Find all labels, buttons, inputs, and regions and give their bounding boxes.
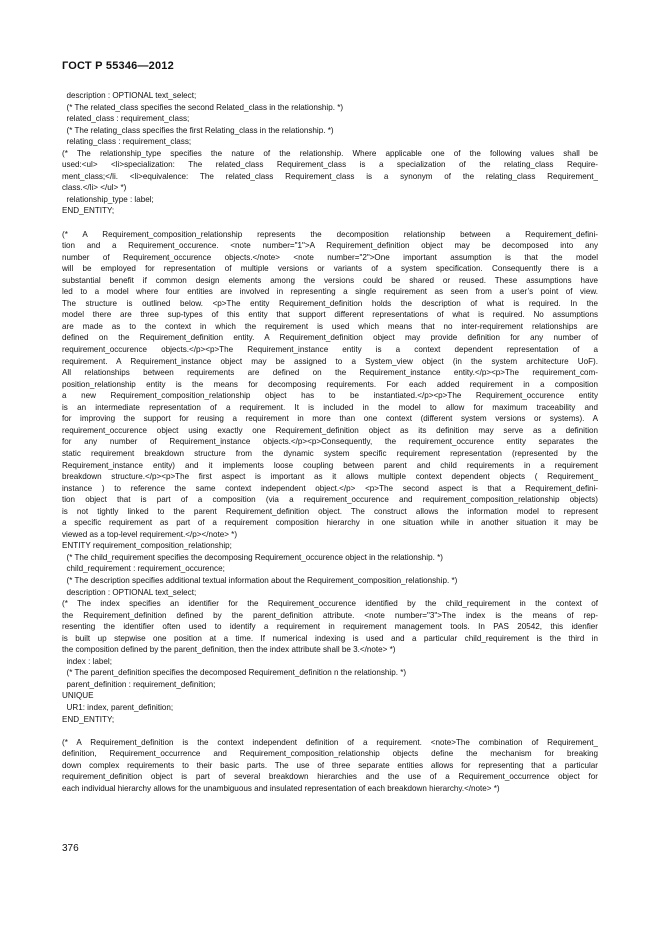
- text-line: related_class : requirement_class;: [62, 114, 190, 124]
- text-line: down complex requirements to their basic parts. The use of three separate entities allows for representing that a particular: [62, 760, 598, 770]
- text-line: resenting the identifier often used to identify a requirement in requirement management tools. In PAS 20542, this idenfier: [62, 622, 598, 632]
- text-line: END_ENTITY;: [62, 714, 115, 724]
- text-line: (* The child_requirement specifies the decomposing Requirement_occurence object in the relationship. *): [62, 552, 443, 562]
- text-line: used:<ul> <li>specialization: The related_class Requirement_class is a specialization of the relating_class Require-: [62, 160, 598, 170]
- document-body: [62, 90, 598, 794]
- text-line: static requirement breakdown structure from the dynamic system specific requirement representation (represented by the: [62, 448, 598, 458]
- text-line: the Requirement_definition defined by the parent_definition attribute. <note number="3">The index is the means of rep-: [62, 610, 598, 620]
- text-line: relating_class : requirement_class;: [62, 137, 192, 147]
- text-line: requirement_definition object is part of several breakdown hierarchies and the use of a Requirement_occurrence object for: [62, 772, 598, 782]
- text-line: viewed as a top-level requirement.</p></note> *): [62, 529, 238, 539]
- text-line: a new Requirement_composition_relationship object has to be instantiated.</p><p>The Requirement_occurence entity: [62, 391, 598, 401]
- text-line: are made as to the context in which the requirement is used which means that no inter-requirement relationships are: [62, 321, 598, 331]
- text-line: index : label;: [62, 656, 112, 666]
- text-line: description : OPTIONAL text_select;: [62, 91, 197, 100]
- text-line: (* The related_class specifies the second Related_class in the relationship. *): [62, 102, 344, 112]
- text-line: requirement_occurence objects.</p><p>The Requirement_instance entity is a context dependent representation of a: [62, 345, 598, 355]
- text-line: the composition defined by the parent_definition, then the index attribute shall be 3.</note> *): [62, 645, 396, 655]
- text-line: each individual hierarchy allows for the unambiguous and insulated representation of each breakdown hierarchy.</note> *): [62, 783, 500, 793]
- text-line: The structure is outlined below. <p>The entity Requirement_definition holds the description of what is required. In the: [62, 298, 598, 308]
- text-line: (* The relating_class specifies the first Relating_class in the relationship. *): [62, 125, 334, 135]
- text-line: defined on the Requirement_definition entity. A Requirement_definition object may provide definition for any number of: [62, 333, 598, 343]
- text-line: ENTITY requirement_composition_relationship;: [62, 541, 232, 551]
- text-line: led to a model where four entities are involved in representing a single requirement as seen from a user’s point of view.: [62, 287, 598, 297]
- text-block: [62, 90, 598, 217]
- text-block: [62, 737, 598, 795]
- text-line: ment_class;</li. <li>equivalence: The related_class Requirement_class is a synonym of the relating_class Requirement_: [62, 171, 598, 181]
- text-line: tion and a Requirement_occurence. <note number="1">A Requirement_definition object may be decomposed into any: [62, 241, 598, 251]
- paragraph-gap: [62, 725, 598, 737]
- text-line: (* A Requirement_composition_relationship represents the decomposition relationship between a Requirement_defini-: [62, 229, 598, 239]
- text-line: requirement_occurence object using exactly one Requirement_definition object as its definition may serve as a definition: [62, 425, 598, 435]
- text-line: child_requirement : requirement_occurence;: [62, 564, 225, 574]
- paragraph-gap: [62, 217, 598, 229]
- text-line: UR1: index, parent_definition;: [62, 702, 174, 712]
- text-line: tion object that is part of a composition (via a requirement_occurence and requirement_composition_relationship objects): [62, 495, 598, 505]
- text-line: position_relationship entity is the means for decomposing requirements. For each added requirement in a composition: [62, 379, 598, 389]
- page-number: 376: [62, 843, 79, 854]
- text-line: (* The relationship_type specifies the nature of the relationship. Where applicable one of the following values shall be: [62, 148, 598, 158]
- text-line: for any number of Requirement_instance objects.</p><p>Consequently, the requirement_occurence entity separates the: [62, 437, 598, 447]
- text-line: a specific requirement as part of a requirement composition hierarchy in one situation while in another situation it may be: [62, 518, 598, 528]
- text-line: parent_definition : requirement_definition;: [62, 679, 216, 689]
- text-line: class.</li> </ul> *): [62, 183, 127, 193]
- text-line: description : OPTIONAL text_select;: [62, 587, 197, 597]
- text-line: (* The index specifies an identifier for the Requirement_occurence identified by the child_requirement in the context of: [62, 599, 598, 609]
- text-line: substantial benefit if common design elements among the versions could be shared or reused. These assumptions have: [62, 275, 598, 285]
- text-line: requirement. A Requirement_instance object may be assigned to a System_view object (in the system architecture UoF).: [62, 356, 598, 366]
- text-line: (* A Requirement_definition is the context independent definition of a requirement. <note>The combination of Requirement_: [62, 737, 598, 747]
- text-block: [62, 229, 598, 726]
- text-line: END_ENTITY;: [62, 206, 115, 216]
- text-line: will be employed for representation of multiple versions or variants of a system specification. Consequently there is a: [62, 264, 598, 274]
- text-line: breakdown structure.</p><p>The first aspect is important as it allows multiple context dependent objects ( Requirement_: [62, 472, 598, 482]
- text-line: instance ) to reference the same context independent object.</p> <p>The second aspect is that a Requirement_defini-: [62, 483, 598, 493]
- text-line: (* The description specifies additional textual information about the Requirement_composition_relationship. *): [62, 575, 458, 585]
- text-line: for improving the support for reusing a requirement in more than one context (different system versions or systems). A: [62, 414, 598, 424]
- text-line: UNIQUE: [62, 691, 94, 701]
- text-line: definition, Requirement_occurrence and Requirement_composition_relationship objects define the mechanism for breaking: [62, 749, 598, 759]
- text-line: is built up stepwise one position at a time. If numerical indexing is used and a particular child_requirement is the third in: [62, 633, 598, 643]
- text-line: (* The parent_definition specifies the decomposed Requirement_definition n the relationship. *): [62, 668, 407, 678]
- text-line: relationship_type : label;: [62, 194, 154, 204]
- text-line: is an intermediate representation of a requirement. It is included in the model to allow for maximum traceability and: [62, 402, 598, 412]
- text-line: model there are three sup-types of this entity that support different representations of what is required. No assumptions: [62, 310, 598, 320]
- text-line: Requirement_instance entity) and it implements loose coupling between parent and child requirements in a requirement: [62, 460, 598, 470]
- document-header-code: ГОСТ Р 55346—2012: [62, 60, 174, 72]
- text-line: All relationships between requirements are defined on the Requirement_instance entity.</p><p>The requirement_com-: [62, 368, 598, 378]
- text-line: number of Requirement_occurence objects.</note> <note number="2">One important assumption is that the model: [62, 252, 598, 262]
- text-line: is not tightly linked to the parent Requirement_definition object. The construct allows the information model to represent: [62, 506, 598, 516]
